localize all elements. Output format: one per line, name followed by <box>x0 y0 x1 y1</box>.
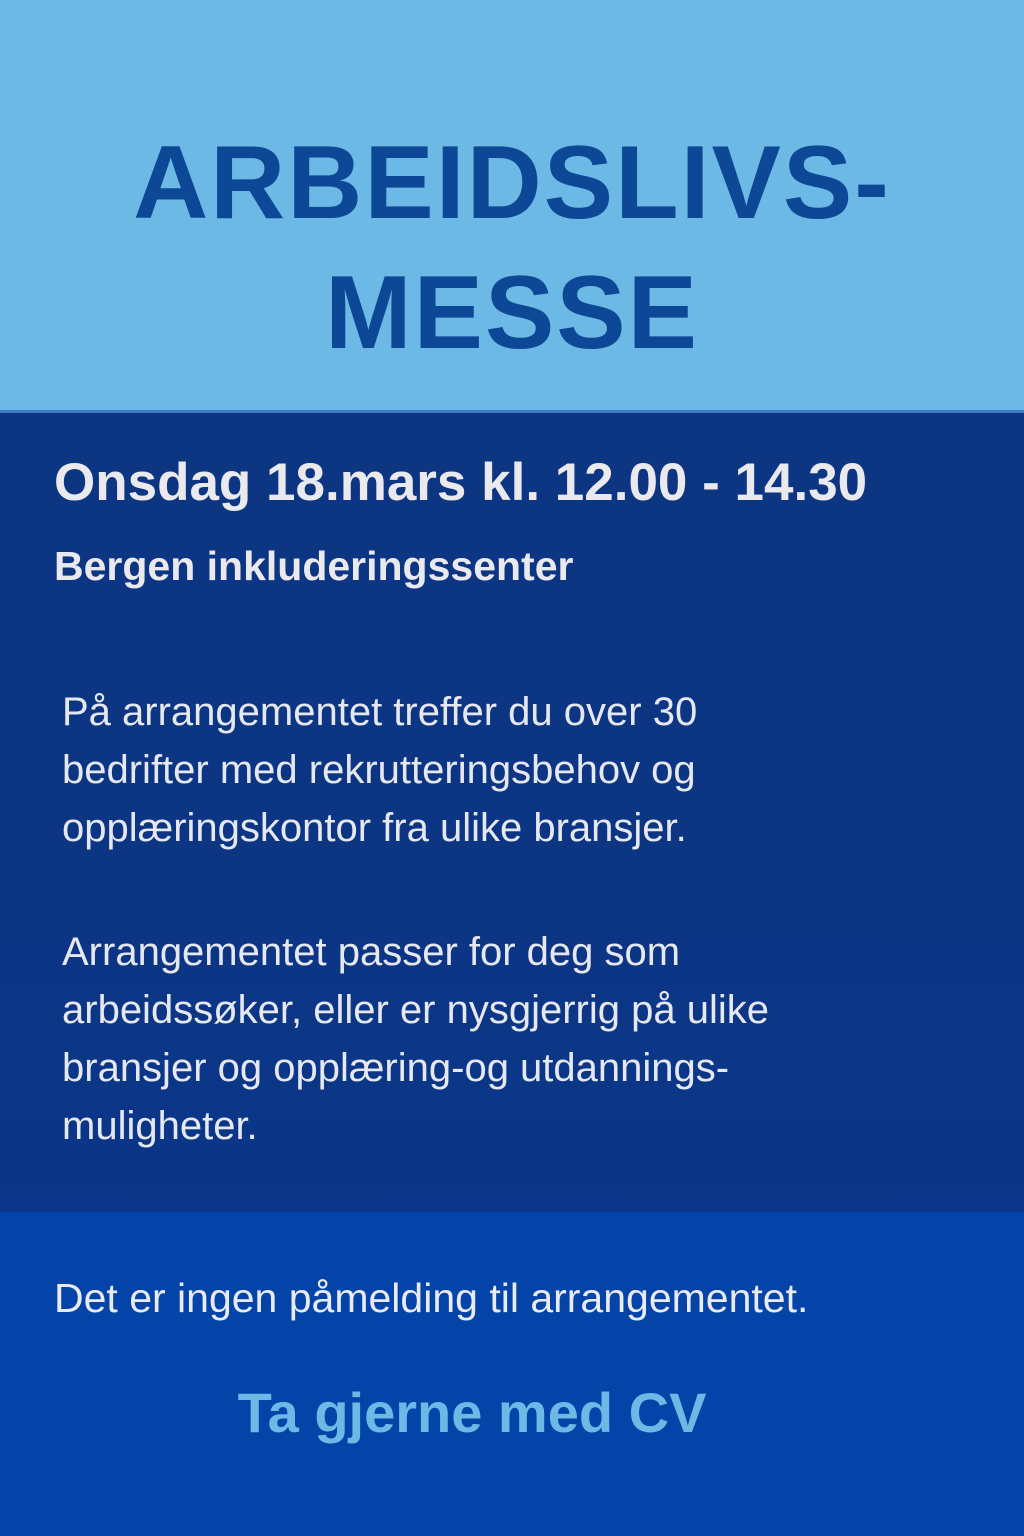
call-to-action: Ta gjerne med CV <box>237 1381 707 1444</box>
footer-section <box>0 1212 1024 1536</box>
paragraph-line: På arrangementet treffer du over 30 <box>62 690 698 734</box>
event-venue: Bergen inkluderingssenter <box>54 543 574 589</box>
paragraph-line: muligheter. <box>62 1104 258 1148</box>
title-line-1: ARBEIDSLIVS- <box>133 125 891 241</box>
description-paragraph-2 <box>62 923 962 1155</box>
paragraph-line: opplæringskontor fra ulike bransjer. <box>62 806 687 850</box>
paragraph-line: bedrifter med rekrutteringsbehov og <box>62 748 696 792</box>
paragraph-line: arbeidssøker, eller er nysgjerrig på ulike <box>62 988 769 1032</box>
paragraph-line: Arrangementet passer for deg som <box>62 930 681 974</box>
paragraph-line: bransjer og opplæring-og utdannings- <box>62 1046 730 1090</box>
registration-note: Det er ingen påmelding til arrangementet. <box>54 1275 809 1321</box>
poster-title <box>0 118 1024 378</box>
description-paragraph-1 <box>62 683 962 857</box>
event-date-time: Onsdag 18.mars kl. 12.00 - 14.30 <box>54 453 868 512</box>
title-line-2: MESSE <box>324 255 700 371</box>
